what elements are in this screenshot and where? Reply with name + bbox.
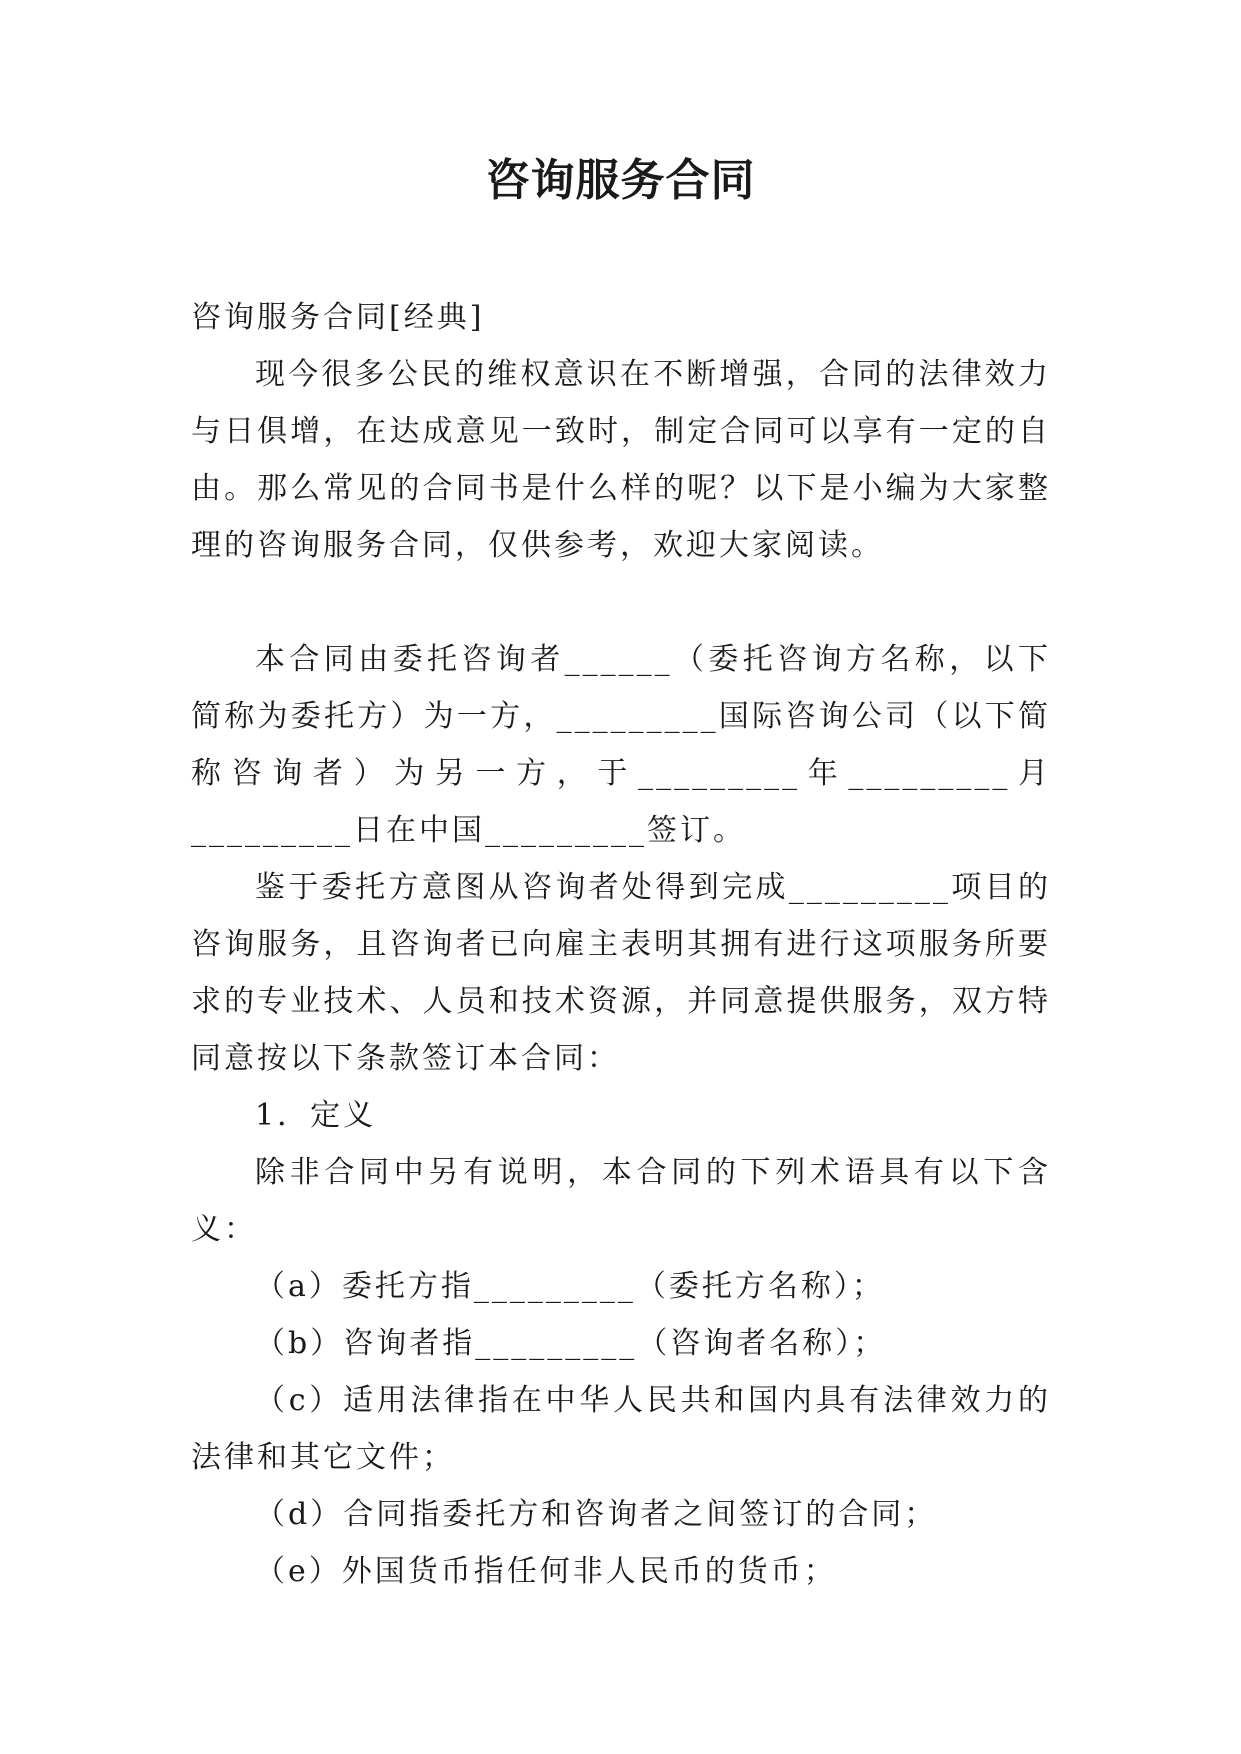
document-body: [191, 289, 1051, 1600]
definition-item-e: （e）外国货币指任何非人民币的货币；: [255, 1554, 837, 1589]
definition-item-a: （a）委托方指_________（委托方名称）；: [255, 1269, 885, 1304]
paragraph-spacer: [191, 574, 1051, 631]
parties-paragraph: 本合同由委托咨询者______（委托咨询方名称，以下简称为委托方）为一方，_________国际咨询公司（以下简称咨询者）为另一方，于_________年_________月_________日在中国_________签订。: [191, 642, 1051, 848]
definition-item-b: （b）咨询者指_________（咨询者名称）；: [255, 1326, 887, 1361]
document-title: 咨询服务合同: [485, 155, 756, 206]
whereas-paragraph: 鉴于委托方意图从咨询者处得到完成_________项目的咨询服务，且咨询者已向雇主表明其拥有进行这项服务所要求的专业技术、人员和技术资源，并同意提供服务，双方特同意按以下条款签订本合同：: [191, 870, 1051, 1076]
definition-item-d: （d）合同指委托方和咨询者之间签订的合同；: [255, 1497, 938, 1532]
document-subtitle: 咨询服务合同[经典]: [191, 300, 485, 335]
definitions-intro: 除非合同中另有说明，本合同的下列术语具有以下含义：: [191, 1155, 1051, 1247]
section-heading-definitions: 1．定义: [255, 1098, 377, 1133]
intro-paragraph: 现今很多公民的维权意识在不断增强，合同的法律效力与日俱增，在达成意见一致时，制定合同可以享有一定的自由。那么常见的合同书是什么样的呢？以下是小编为大家整理的咨询服务合同，仅供参考，欢迎大家阅读。: [191, 357, 1051, 563]
definition-item-c: （c）适用法律指在中华人民共和国内具有法律效力的法律和其它文件；: [191, 1383, 1051, 1475]
